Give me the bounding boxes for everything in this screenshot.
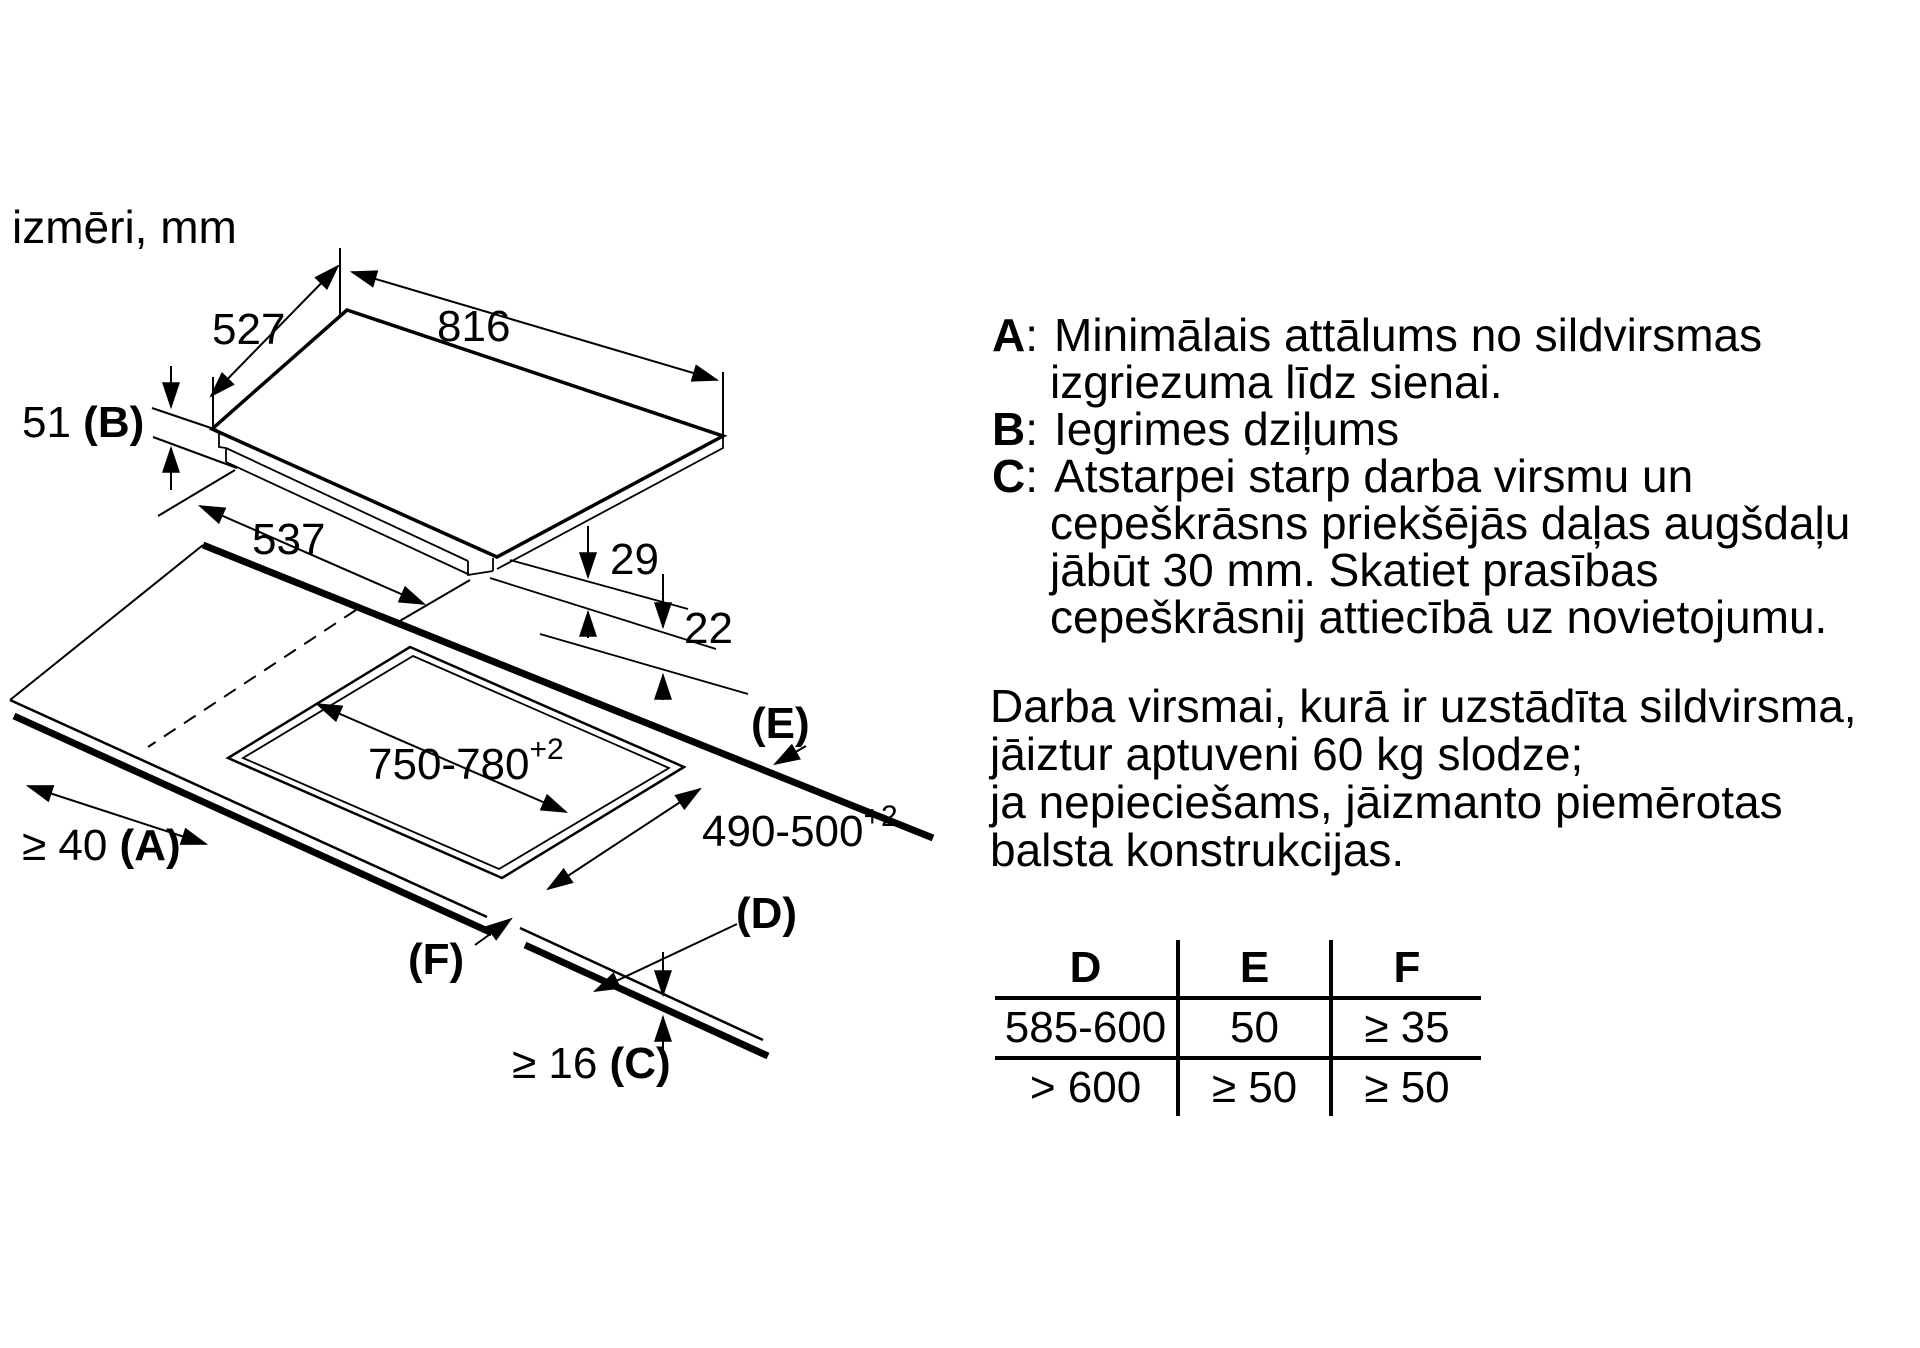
legend-text: cepeškrāsnij attiecībā uz novietojumu. (1050, 591, 1828, 643)
dim-c-label: ≥ 16 (C) (512, 1039, 671, 1088)
worktop-group (10, 545, 933, 1056)
legend-item-c (992, 450, 1872, 643)
note-line: balsta konstrukcijas. (990, 824, 1405, 876)
note-line: Darba virsmai, kurā ir uzstādīta sildvirsma, (990, 680, 1857, 732)
table-header-e: E (1178, 940, 1331, 998)
table-cell: 50 (1178, 998, 1331, 1058)
note-line: jāiztur aptuveni 60 kg slodze; (990, 728, 1584, 780)
dim-51-ext-top (152, 408, 217, 430)
legend-key-b: B (992, 403, 1026, 455)
dim-22-label: 22 (684, 604, 733, 653)
dim-a-label: ≥ 40 (A) (22, 821, 181, 870)
leader-d-arrow (595, 924, 737, 991)
legend-item-a (992, 309, 1872, 408)
table-cell: ≥ 50 (1178, 1058, 1331, 1116)
legend-text: Iegrimes dziļums (1054, 403, 1400, 455)
dim-527-label: 527 (212, 305, 286, 354)
leader-e-arrow (775, 746, 806, 764)
legend-item-b (992, 403, 1872, 455)
worktop-left-end-edge (10, 545, 203, 700)
dim-537-label: 537 (252, 515, 326, 564)
dim-51b-label: 51 (B) (22, 398, 145, 447)
legend-key-a: A (992, 309, 1026, 361)
ref-line-glass-top (510, 560, 688, 609)
load-note (990, 682, 1890, 874)
legend-text: Minimālais attālums no sildvirsmas (1054, 309, 1763, 361)
table-cell: ≥ 35 (1331, 998, 1481, 1058)
note-line: ja nepieciešams, jāizmanto piemērotas (990, 776, 1783, 828)
table-header-d: D (995, 940, 1178, 998)
ref-line-glass-bottom (490, 578, 716, 649)
dim-51-ext-bottom (153, 437, 237, 468)
table-row (995, 1058, 1481, 1116)
legend-key-c: C (992, 450, 1026, 502)
dim-490-label: $490-500^{+2}$ (702, 800, 898, 856)
dim-816-label: 816 (437, 302, 511, 351)
table-header-row (995, 940, 1481, 998)
legend-colon: : (1025, 450, 1039, 502)
dim-750-label: $750-780^{+2}$ (368, 733, 564, 789)
table-cell: > 600 (1029, 1063, 1142, 1112)
legend-text: Atstarpei starp darba virsmu un (1054, 450, 1694, 502)
legend-colon: : (1025, 309, 1039, 361)
legend (992, 309, 1872, 643)
label-f: (F) (408, 935, 465, 984)
table-cell: 585-600 (995, 998, 1178, 1058)
installation-diagram (0, 0, 1000, 1160)
leader-f-arrow (475, 919, 511, 945)
legend-text: cepeškrāsns priekšējās daļas augšdaļu (1050, 497, 1851, 549)
def-table (995, 940, 1481, 1116)
projection-dashed-line (148, 610, 356, 747)
hob-box-right-edge (468, 561, 493, 575)
dim-537-ext-right (398, 580, 470, 622)
label-d: (D) (736, 889, 798, 938)
dim-29-label: 29 (610, 535, 659, 584)
legend-colon: : (1025, 403, 1039, 455)
dim-537-ext-left (158, 470, 235, 516)
label-e: (E) (751, 699, 810, 748)
table-row (995, 998, 1481, 1058)
page-title: izmēri, mm (12, 201, 237, 253)
table-header-f: F (1331, 940, 1481, 998)
table-cell: ≥ 50 (1331, 1058, 1481, 1116)
legend-text: izgriezuma līdz sienai. (1050, 356, 1503, 408)
legend-text: jābūt 30 mm. Skatiet prasības (1050, 544, 1659, 596)
